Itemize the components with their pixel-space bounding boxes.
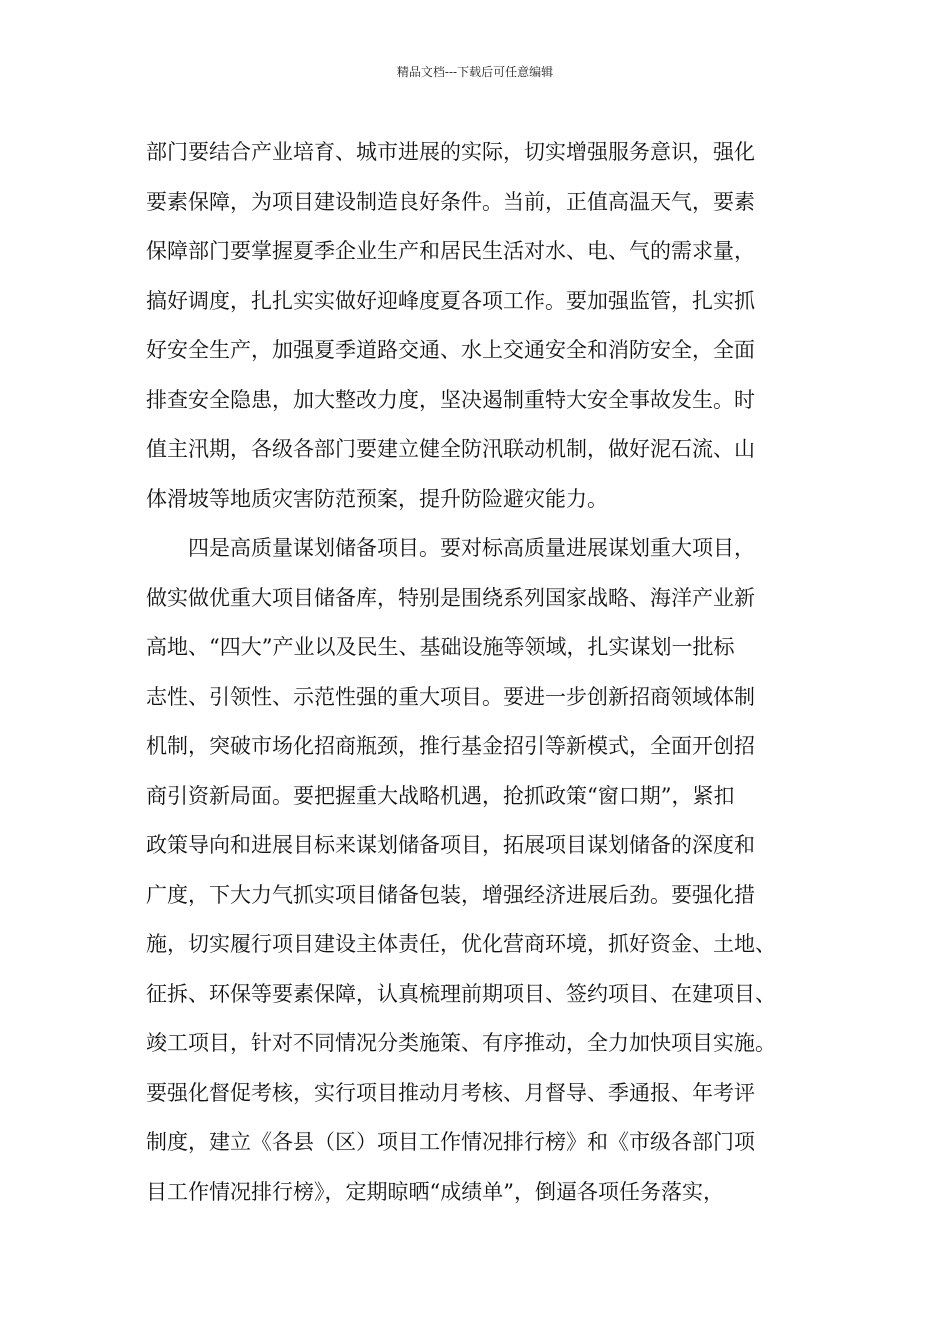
- text-line: 施，切实履行项目建设主体责任，优化营商环境，抓好资金、土地、: [146, 932, 776, 956]
- paragraph-1: [146, 128, 826, 524]
- document-body: [146, 128, 826, 1217]
- text-line: 四是高质量谋划储备项目。要对标高质量进展谋划重大项目，: [188, 536, 755, 560]
- text-line: 做实做优重大项目储备库，特别是围绕系列国家战略、海洋产业新: [146, 585, 755, 610]
- text-line: 值主汛期，各级各部门要建立健全防汛联动机制，做好泥石流、山: [146, 437, 755, 461]
- text-line: 广度，下大力气抓实项目储备包装，增强经济进展后劲。要强化措: [146, 882, 755, 907]
- paragraph-2: [146, 524, 826, 1217]
- text-line: 竣工项目，针对不同情况分类施策、有序推动，全力加快项目实施。: [146, 1031, 776, 1055]
- text-line: 机制，突破市场化招商瓶颈，推行基金招引等新模式，全面开创招: [146, 734, 755, 758]
- text-line: 高地、“四大”产业以及民生、基础设施等领域，扎实谋划一批标: [146, 635, 735, 659]
- text-line: 排查安全隐患，加大整改力度，坚决遏制重特大安全事故发生。时: [146, 387, 755, 412]
- text-line: 保障部门要掌握夏季企业生产和居民生活对水、电、气的需求量，: [146, 239, 755, 263]
- text-line: 志性、引领性、示范性强的重大项目。要进一步创新招商领域体制: [146, 684, 755, 709]
- text-line: 搞好调度，扎扎实实做好迎峰度夏各项工作。要加强监管，扎实抓: [146, 288, 755, 313]
- text-line: 好安全生产，加强夏季道路交通、水上交通安全和消防安全，全面: [146, 338, 755, 362]
- text-line: 要强化督促考核，实行项目推动月考核、月督导、季通报、年考评: [146, 1080, 755, 1105]
- page-header: 精品文档---下载后可任意编辑: [396, 65, 554, 79]
- text-line: 制度，建立《各县（区）项目工作情况排行榜》和《市级各部门项: [146, 1130, 755, 1154]
- text-line: 要素保障，为项目建设制造良好条件。当前，正值高温天气，要素: [146, 189, 755, 214]
- text-line: 商引资新局面。要把握重大战略机遇，抢抓政策“窗口期”，紧扣: [146, 783, 735, 808]
- text-line: 征拆、环保等要素保障，认真梳理前期项目、签约项目、在建项目、: [146, 981, 776, 1006]
- text-line: 部门要结合产业培育、城市进展的实际，切实增强服务意识，强化: [146, 140, 755, 164]
- text-line: 目工作情况排行榜》，定期晾晒“成绩单”，倒逼各项任务落实，: [146, 1179, 724, 1204]
- text-line: 政策导向和进展目标来谋划储备项目，拓展项目谋划储备的深度和: [146, 833, 755, 857]
- text-line: 体滑坡等地质灾害防范预案，提升防险避灾能力。: [146, 486, 608, 511]
